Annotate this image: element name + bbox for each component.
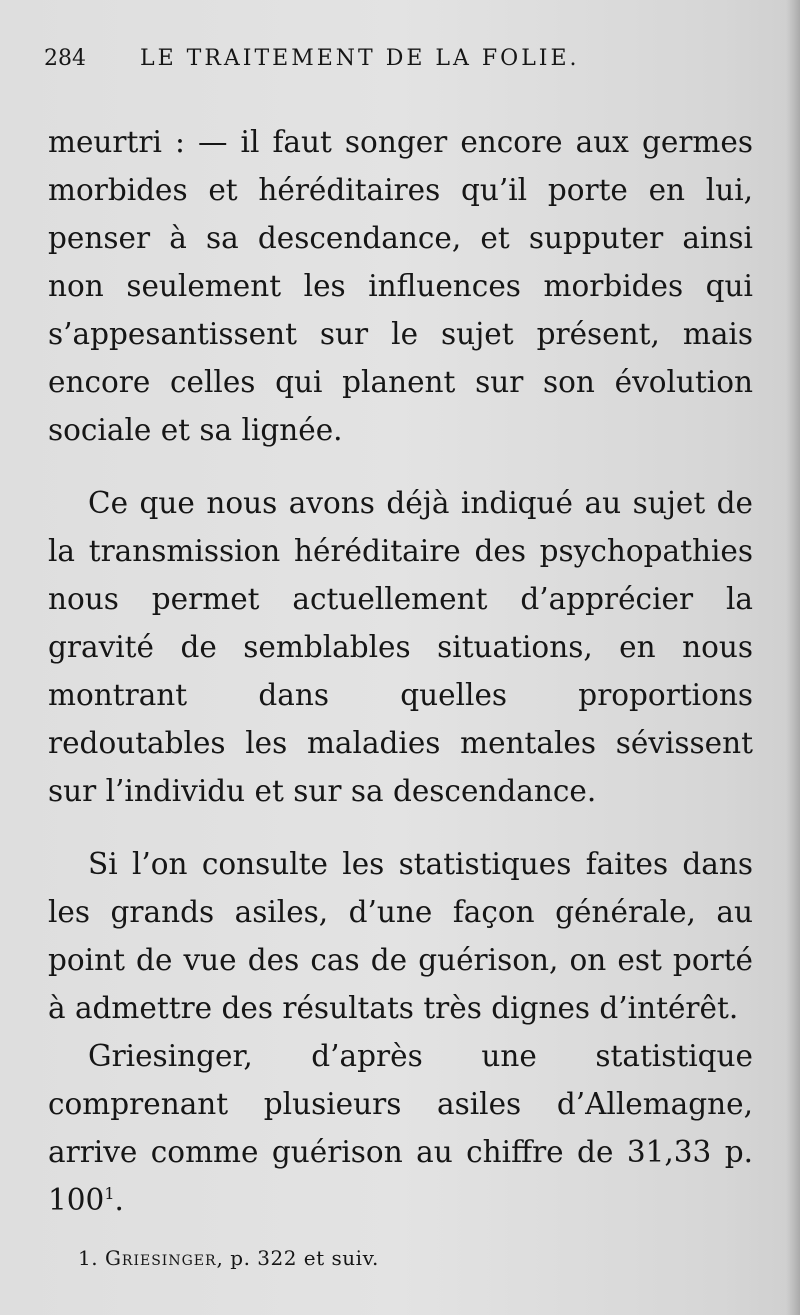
paragraph-4-text: Griesinger, d’après une statistique comprenant plusieurs asiles d’Allemagne, arrive comme guérison au chiffre de 31,33 p. 100 — [48, 1039, 753, 1217]
footnote-author: Griesinger — [104, 1246, 217, 1270]
paragraph-4 — [48, 1032, 753, 1224]
running-head — [44, 42, 694, 82]
footnote-number: 1. — [78, 1246, 99, 1270]
page-edge-shadow — [786, 0, 800, 1315]
footnote-citation: , p. 322 et suiv. — [216, 1246, 379, 1270]
footnote — [78, 1246, 379, 1270]
footnote-reference: 1 — [104, 1184, 115, 1204]
page-number: 284 — [44, 46, 86, 71]
paragraph-2: Ce que nous avons déjà indiqué au sujet de la transmission héréditaire des psychopathies nous permet actuellement d’apprécier la gravité de semblables situations, en nous montrant dans quelles proportions redoutables les maladies mentales sévissent sur l’individu et sur sa descendance. — [48, 486, 753, 808]
body-text — [48, 118, 753, 1224]
running-title: LE TRAITEMENT DE LA FOLIE. — [140, 46, 580, 71]
paragraph-3: Si l’on consulte les statistiques faites dans les grands asiles, d’une façon générale, au point de vue des cas de guérison, on est porté à admettre des résultats très dignes d’intérêt. — [48, 847, 753, 1025]
paragraph-1: meurtri : — il faut songer encore aux germes morbides et héréditaires qu’il porte en lui, penser à sa descendance, et supputer ainsi non seulement les influences morbides qui s’appesantissent sur le sujet présent, mais encore celles qui planent sur son évolution sociale et sa lignée. — [48, 125, 753, 447]
paragraph-4-end: . — [114, 1183, 124, 1217]
